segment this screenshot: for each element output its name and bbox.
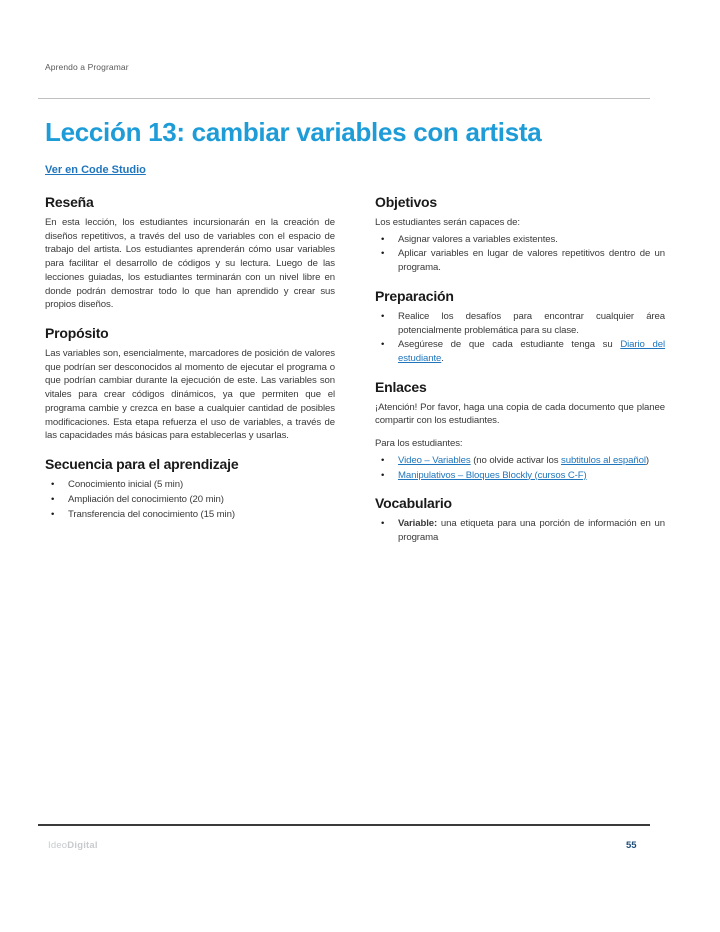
list-item: • Conocimiento inicial (5 min) [45, 478, 335, 492]
list-item: • Aplicar variables en lugar de valores repetitivos dentro de un programa. [375, 247, 665, 274]
video-variables-link[interactable]: Video – Variables [398, 454, 471, 466]
list-item [375, 469, 665, 483]
left-column [45, 194, 335, 554]
list-item [375, 517, 665, 544]
preparacion-list [375, 310, 665, 366]
secuencia-list [45, 478, 335, 521]
two-column-layout [45, 194, 665, 554]
video-item-close: ) [645, 454, 649, 466]
enlaces-list [375, 454, 665, 482]
enlaces-heading: Enlaces [375, 378, 427, 395]
resena-paragraph: En esta lección, los estudiantes incursionarán en la creación de diseños repetitivos, a través del uso de variables con el espacio de trabajo del artista. Los estudiantes aprenderán cómo usar variables para facilitar el desarrollo de códigos y su lectura. Luego de las lecciones guiadas, los estudiantes terminarán con un nivel libre en donde podrán demostrar todo lo que han aprendido y crear sus propios diseños. [45, 217, 335, 311]
right-column [375, 194, 665, 554]
vocabulario-list [375, 517, 665, 544]
objetivos-heading: Objetivos [375, 194, 437, 210]
footer-brand [48, 840, 98, 851]
resena-heading: Reseña [45, 194, 94, 210]
list-item: • Realice los desafíos para encontrar cualquier área potencialmente problemática para su clase. [375, 310, 665, 337]
vocab-definition: una etiqueta para una porción de información en un programa [398, 518, 665, 544]
running-header: Aprendo a Programar [45, 62, 129, 72]
footer-divider [38, 824, 650, 826]
proposito-paragraph: Las variables son, esencialmente, marcadores de posición de valores que podrían ser desconocidos al momento de ejecutar el programa o que podrían cambiar durante la ejecución de este. Las variables son vitales para crear códigos dinámicos, ya que permiten que el programa cambie y crezca en base a cualquier cantidad de posibles modificaciones. Esta etapa refuerza el uso de variables, a través de las capacidades más básicas para establecerlas y usarlas. [45, 348, 335, 442]
preparacion-heading: Preparación [375, 287, 454, 304]
preparacion-item-text: Asegúrese de que cada estudiante tenga su [398, 339, 621, 351]
header-divider [38, 98, 650, 99]
list-item [375, 454, 665, 468]
brand-bold-part: Digital [67, 840, 98, 851]
page-number: 55 [626, 840, 637, 851]
page-title: Lección 13: cambiar variables con artista [45, 117, 542, 147]
manipulativos-blockly-link[interactable]: Manipulativos – Bloques Blockly (cursos C-F) [398, 469, 587, 481]
objetivos-list [375, 233, 665, 275]
diario-del-estudiante-link[interactable]: Diario del estudiante [398, 339, 665, 365]
list-item: • Transferencia del conocimiento (15 min) [45, 508, 335, 522]
vocabulario-heading: Vocabulario [375, 495, 452, 512]
list-item: • Ampliación del conocimiento (20 min) [45, 493, 335, 507]
video-item-text: (no olvide activar los [470, 454, 562, 466]
enlaces-notice: ¡Atención! Por favor, haga una copia de cada documento que planee compartir con los estudiantes. [375, 401, 665, 427]
code-studio-link[interactable]: Ver en Code Studio [45, 164, 146, 176]
objetivos-intro: Los estudiantes serán capaces de: [375, 217, 520, 228]
list-item [375, 338, 665, 365]
brand-light-part: Ideo [48, 840, 68, 851]
vocab-term: Variable: [398, 518, 438, 530]
proposito-heading: Propósito [45, 325, 109, 342]
secuencia-heading: Secuencia para el aprendizaje [45, 456, 239, 473]
list-item: • Asignar valores a variables existentes. [375, 233, 665, 247]
enlaces-intro: Para los estudiantes: [375, 438, 463, 450]
subtitulos-espanol-link[interactable]: subtitulos al español [561, 454, 646, 466]
preparacion-item-period: . [441, 353, 444, 365]
